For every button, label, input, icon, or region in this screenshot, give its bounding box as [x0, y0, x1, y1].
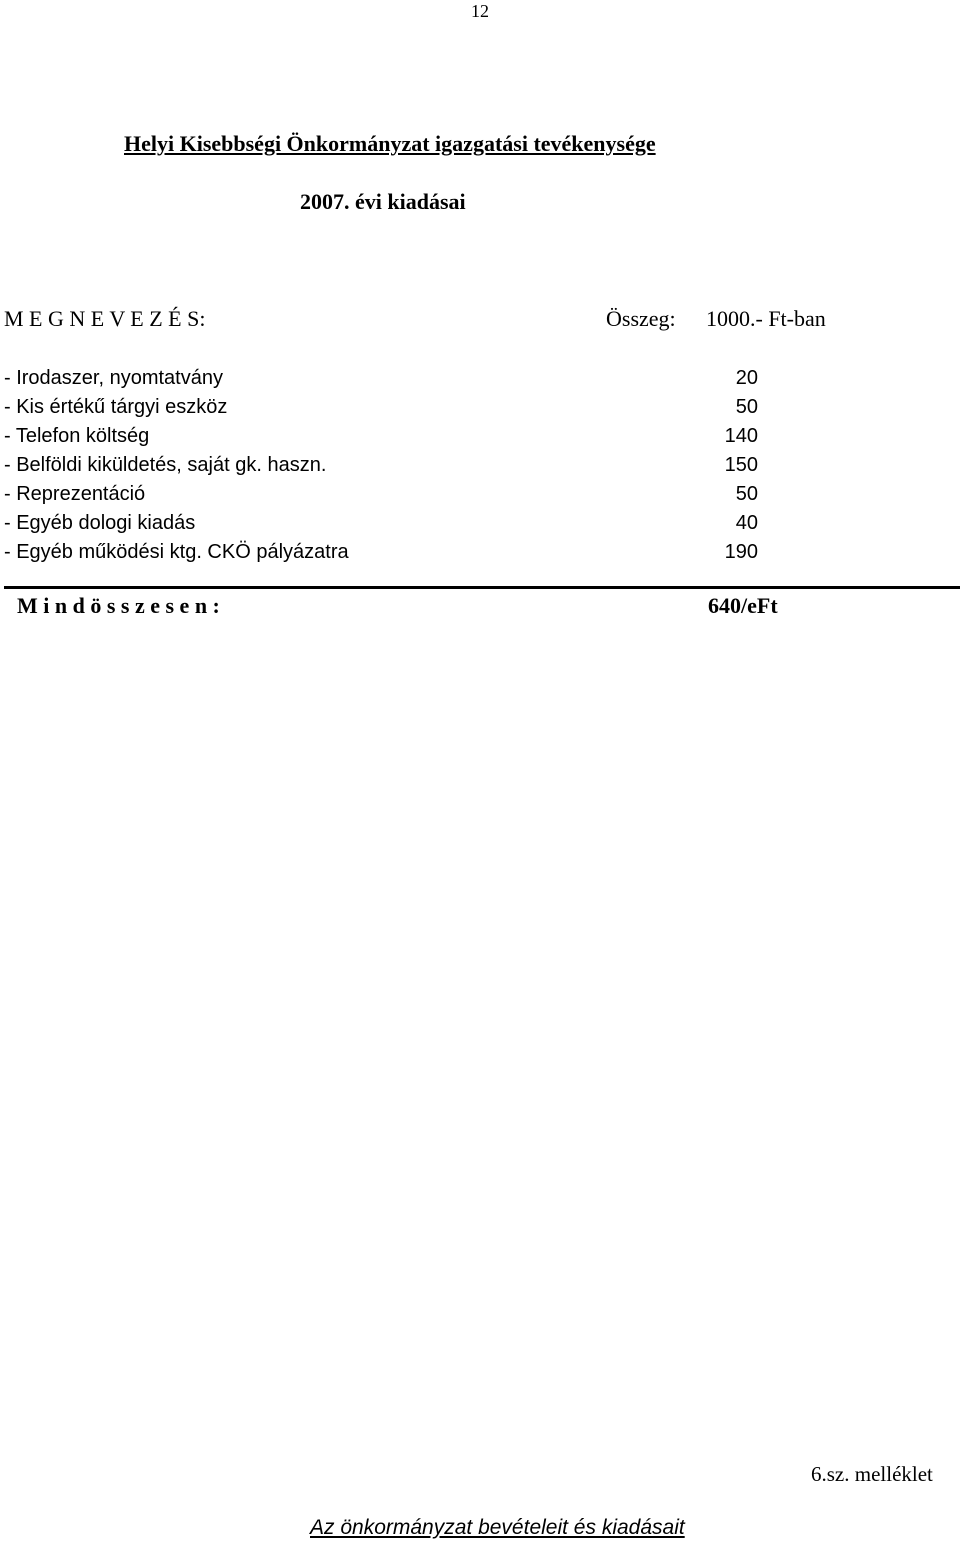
- item-label: - Egyéb dologi kiadás: [4, 512, 196, 534]
- item-value: 190: [724, 541, 758, 563]
- document-title: Helyi Kisebbségi Önkormányzat igazgatási tevékenysége: [124, 131, 656, 156]
- item-value: 150: [724, 454, 758, 476]
- list-item: [4, 480, 774, 509]
- item-label: - Telefon költség: [4, 425, 150, 447]
- column-heading-sum-label: Összeg:: [606, 306, 676, 331]
- item-label: - Reprezentáció: [4, 483, 146, 505]
- item-value: 50: [735, 483, 758, 505]
- item-label: - Belföldi kiküldetés, saját gk. haszn.: [4, 454, 327, 476]
- item-value: 40: [735, 512, 758, 534]
- list-item: [4, 509, 774, 538]
- item-value: 140: [724, 425, 758, 447]
- column-heading-sum-unit: 1000.- Ft-ban: [706, 306, 826, 331]
- column-heading-label: M E G N E V E Z É S:: [4, 306, 206, 331]
- total-divider: [4, 586, 960, 589]
- list-item: [4, 451, 774, 480]
- list-item: [4, 364, 774, 393]
- item-label: - Egyéb működési ktg. CKÖ pályázatra: [4, 541, 349, 563]
- list-item: [4, 538, 774, 567]
- list-item: [4, 393, 774, 422]
- document-subtitle: 2007. évi kiadásai: [300, 189, 466, 214]
- list-item: [4, 422, 774, 451]
- item-label: - Irodaszer, nyomtatvány: [4, 367, 223, 389]
- item-value: 20: [735, 367, 758, 389]
- footer-title: Az önkormányzat bevételeit és kiadásait: [310, 1516, 685, 1539]
- item-value: 50: [735, 396, 758, 418]
- total-value: 640/eFt: [708, 593, 778, 618]
- item-label: - Kis értékű tárgyi eszköz: [4, 396, 228, 418]
- total-label: M i n d ö s s z e s e n :: [17, 593, 220, 618]
- annex-label: 6.sz. melléklet: [811, 1462, 933, 1486]
- page-number: 12: [471, 1, 489, 21]
- expense-list: [4, 364, 774, 567]
